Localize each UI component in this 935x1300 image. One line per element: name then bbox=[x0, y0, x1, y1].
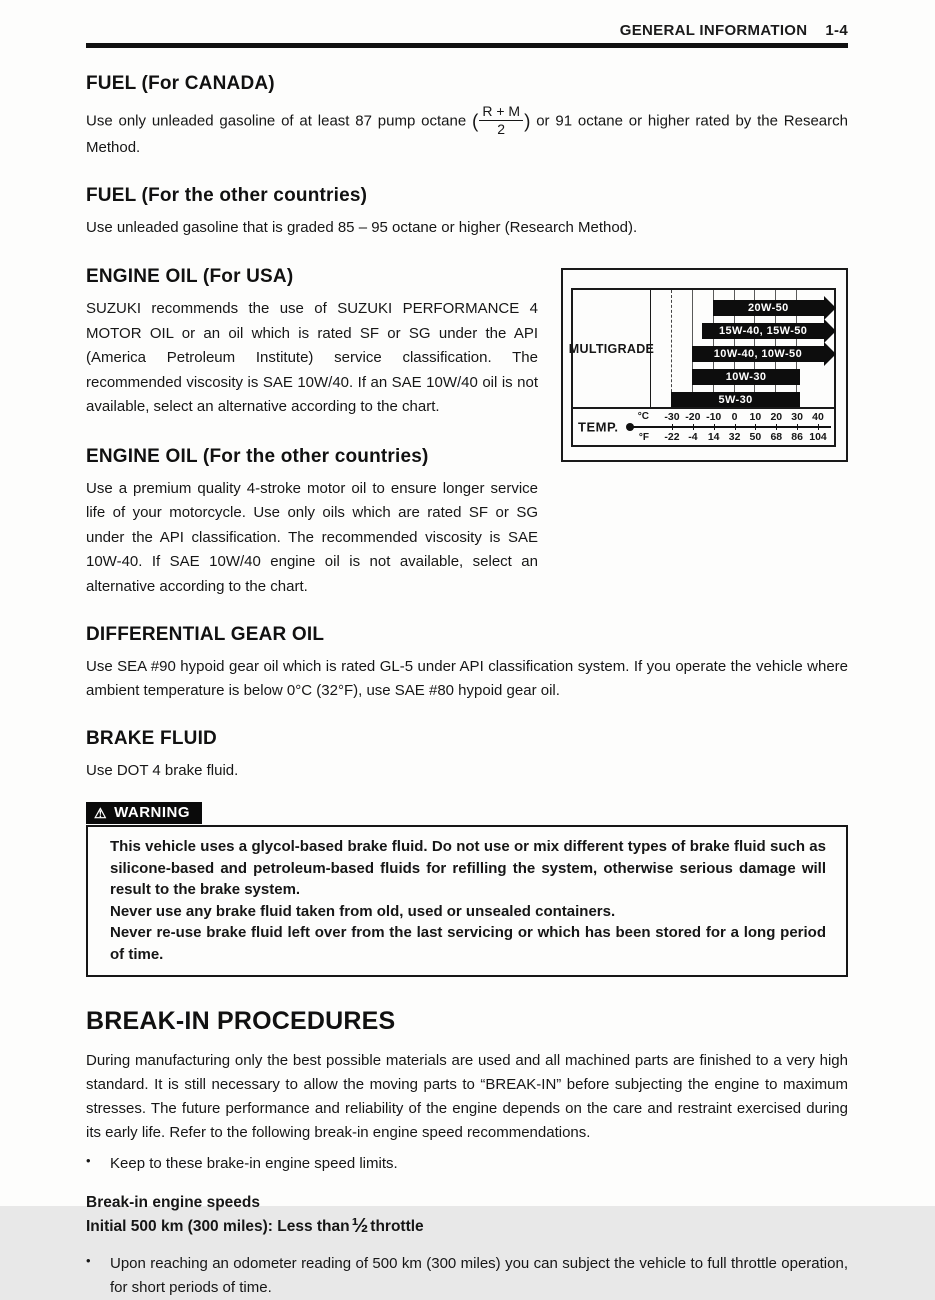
multigrade-cell bbox=[568, 290, 655, 407]
break-in-bullet-2-text: Upon reaching an odometer reading of 500 km (300 miles) you can subject the vehicle to full throttle operation, for short periods of time. bbox=[110, 1255, 848, 1297]
warning-text-line: Never use any brake fluid taken from old, used or unsealed containers. bbox=[110, 902, 616, 920]
warning-badge bbox=[86, 802, 202, 824]
temp-tick-label: 32 bbox=[728, 431, 741, 444]
fraction-open-paren: ( bbox=[472, 111, 479, 133]
temp-tick-label: 104 bbox=[809, 431, 827, 444]
temp-tick-label: 68 bbox=[770, 431, 783, 444]
fuel-canada-text-post: or 91 octane or higher rated by the Research Method. bbox=[86, 112, 848, 157]
warning-box bbox=[86, 825, 848, 977]
initial-text-post: throttle bbox=[370, 1218, 424, 1236]
break-in-paragraph: During manufacturing only the best possible materials are used and all machined parts are finished to a very high standard. It is still necessary to allow the moving parts to “BREAK-IN” before subjecting the engine to maximum stresses. The future performance and reliability of the engine depends on the care and restraint exercised during its early life. Refer to the following break-in engine speed recommendations. bbox=[86, 1052, 848, 1142]
engine-oil-other-paragraph: Use a premium quality 4-stroke motor oil to ensure longer service life of your motorcycle. Use only oils which are rated SF or SG under the API classification. The recommended viscosity is SAE 10W-40. If SAE 10W/40 engine oil is not available, select an alternative according to the chart. bbox=[86, 479, 538, 595]
temp-tick-label: -22 bbox=[664, 431, 680, 444]
differential-gear-oil-paragraph: Use SEA #90 hypoid gear oil which is rated GL-5 under API classification system. If you operate the vehicle where ambient temperature is below 0°C (32°F), use SAE #80 hypoid gear oil. bbox=[86, 658, 848, 700]
bullet-icon: • bbox=[86, 1153, 91, 1169]
brake-fluid-paragraph: Use DOT 4 brake fluid. bbox=[86, 762, 239, 780]
octane-fraction bbox=[479, 104, 523, 136]
break-in-bullet-1-text: Keep to these brake-in engine speed limits. bbox=[110, 1155, 398, 1173]
warning-badge-label: WARNING bbox=[114, 804, 191, 822]
temp-tick-label: -20 bbox=[685, 411, 701, 424]
heading-differential-gear-oil: DIFFERENTIAL GEAR OIL bbox=[86, 624, 325, 646]
break-in-bullet-1 bbox=[86, 1152, 848, 1176]
half-fraction: ½ bbox=[351, 1215, 369, 1238]
heading-engine-oil-other: ENGINE OIL (For the other countries) bbox=[86, 445, 429, 467]
oil-grade-label: 5W-30 bbox=[718, 394, 753, 407]
temp-tick-label: 14 bbox=[707, 431, 720, 444]
engine-oil-usa-paragraph: SUZUKI recommends the use of SUZUKI PERFORMANCE 4 MOTOR OIL or an oil which is rated SF or SG under the API (America Petroleum Institute) service classification. The recommended viscosity is SAE 10W/40. If an SAE 10W/40 oil is not available, select an alternative according to the chart. bbox=[86, 300, 538, 416]
engine-oil-text-column bbox=[86, 266, 538, 599]
header-page-number: 1-4 bbox=[825, 22, 848, 39]
page-header bbox=[86, 22, 848, 39]
fraction-denominator: 2 bbox=[497, 120, 506, 137]
break-in-initial-line bbox=[86, 1214, 848, 1239]
oil-chart-main bbox=[568, 290, 834, 407]
oil-grade-bar bbox=[692, 369, 800, 385]
temp-tick-label: 40 bbox=[812, 411, 824, 424]
chart-gridline bbox=[671, 290, 672, 407]
fraction-numerator: R + M bbox=[479, 104, 523, 121]
heading-engine-oil-usa: ENGINE OIL (For USA) bbox=[86, 266, 294, 288]
oil-grade-label: 10W-30 bbox=[725, 371, 767, 384]
temp-tick-label: 50 bbox=[749, 431, 762, 444]
fuel-canada-paragraph bbox=[86, 104, 848, 160]
warning-text-line: Never re-use brake fluid left over from the last servicing or which has been stored for a long period of time. bbox=[110, 924, 826, 963]
arrow-right-icon bbox=[824, 319, 836, 343]
temp-tick-label: 30 bbox=[791, 411, 803, 424]
fuel-canada-text-pre: Use only unleaded gasoline of at least 87 pump octane bbox=[86, 112, 467, 130]
temp-tick-label: 86 bbox=[791, 431, 803, 444]
break-in-speeds-heading: Break-in engine speeds bbox=[86, 1194, 261, 1212]
break-in-bullet-2 bbox=[86, 1252, 848, 1300]
bullet-icon: • bbox=[86, 1253, 91, 1269]
temp-tick-label: -30 bbox=[664, 411, 680, 424]
arrow-right-icon bbox=[824, 296, 836, 320]
oil-chart-plot bbox=[651, 290, 834, 407]
heading-fuel-other: FUEL (For the other countries) bbox=[86, 185, 368, 207]
oil-grade-label: 20W-50 bbox=[747, 302, 789, 315]
heading-break-in-procedures: BREAK-IN PROCEDURES bbox=[86, 1007, 396, 1036]
temp-tick-label: 10 bbox=[749, 411, 762, 424]
temp-tick-label: 20 bbox=[770, 411, 783, 424]
temp-axis-line bbox=[629, 426, 831, 428]
temp-axis-row bbox=[573, 407, 834, 445]
fraction-close-paren: ) bbox=[524, 111, 531, 133]
oil-grade-label: 10W-40, 10W-50 bbox=[713, 348, 803, 361]
temp-axis-label: TEMP. bbox=[578, 419, 619, 435]
celsius-unit-label: °C bbox=[637, 411, 649, 423]
oil-grade-bar bbox=[671, 392, 800, 408]
oil-grade-bar bbox=[713, 300, 824, 316]
multigrade-label: MULTIGRADE bbox=[568, 341, 655, 356]
heading-brake-fluid: BRAKE FLUID bbox=[86, 728, 217, 750]
warning-text-line: This vehicle uses a glycol-based brake fluid. Do not use or mix different types of brake fluid such as silicone-based and petroleum-based fluids for refilling the system, otherwise serious damage will result to the brake system. bbox=[110, 838, 826, 899]
oil-grade-label: 15W-40, 15W-50 bbox=[718, 325, 808, 338]
fahrenheit-unit-label: °F bbox=[638, 432, 649, 444]
oil-viscosity-chart bbox=[561, 268, 848, 462]
initial-text-pre: Initial 500 km (300 miles): Less than bbox=[86, 1218, 350, 1236]
temp-tick-label: 0 bbox=[731, 411, 738, 424]
oil-grade-bar bbox=[692, 346, 824, 362]
oil-grade-bar bbox=[702, 323, 824, 339]
header-title: GENERAL INFORMATION bbox=[619, 22, 808, 39]
header-rule bbox=[86, 43, 848, 48]
fuel-other-paragraph: Use unleaded gasoline that is graded 85 – 95 octane or higher (Research Method). bbox=[86, 219, 638, 237]
engine-oil-section bbox=[86, 266, 848, 599]
warning-triangle-icon: ⚠ bbox=[94, 804, 108, 821]
temp-tick-label: -10 bbox=[706, 411, 722, 424]
arrow-right-icon bbox=[824, 342, 836, 366]
heading-fuel-canada: FUEL (For CANADA) bbox=[86, 73, 275, 94]
oil-viscosity-chart-frame bbox=[568, 288, 836, 447]
temp-tick-label: -4 bbox=[688, 431, 698, 444]
